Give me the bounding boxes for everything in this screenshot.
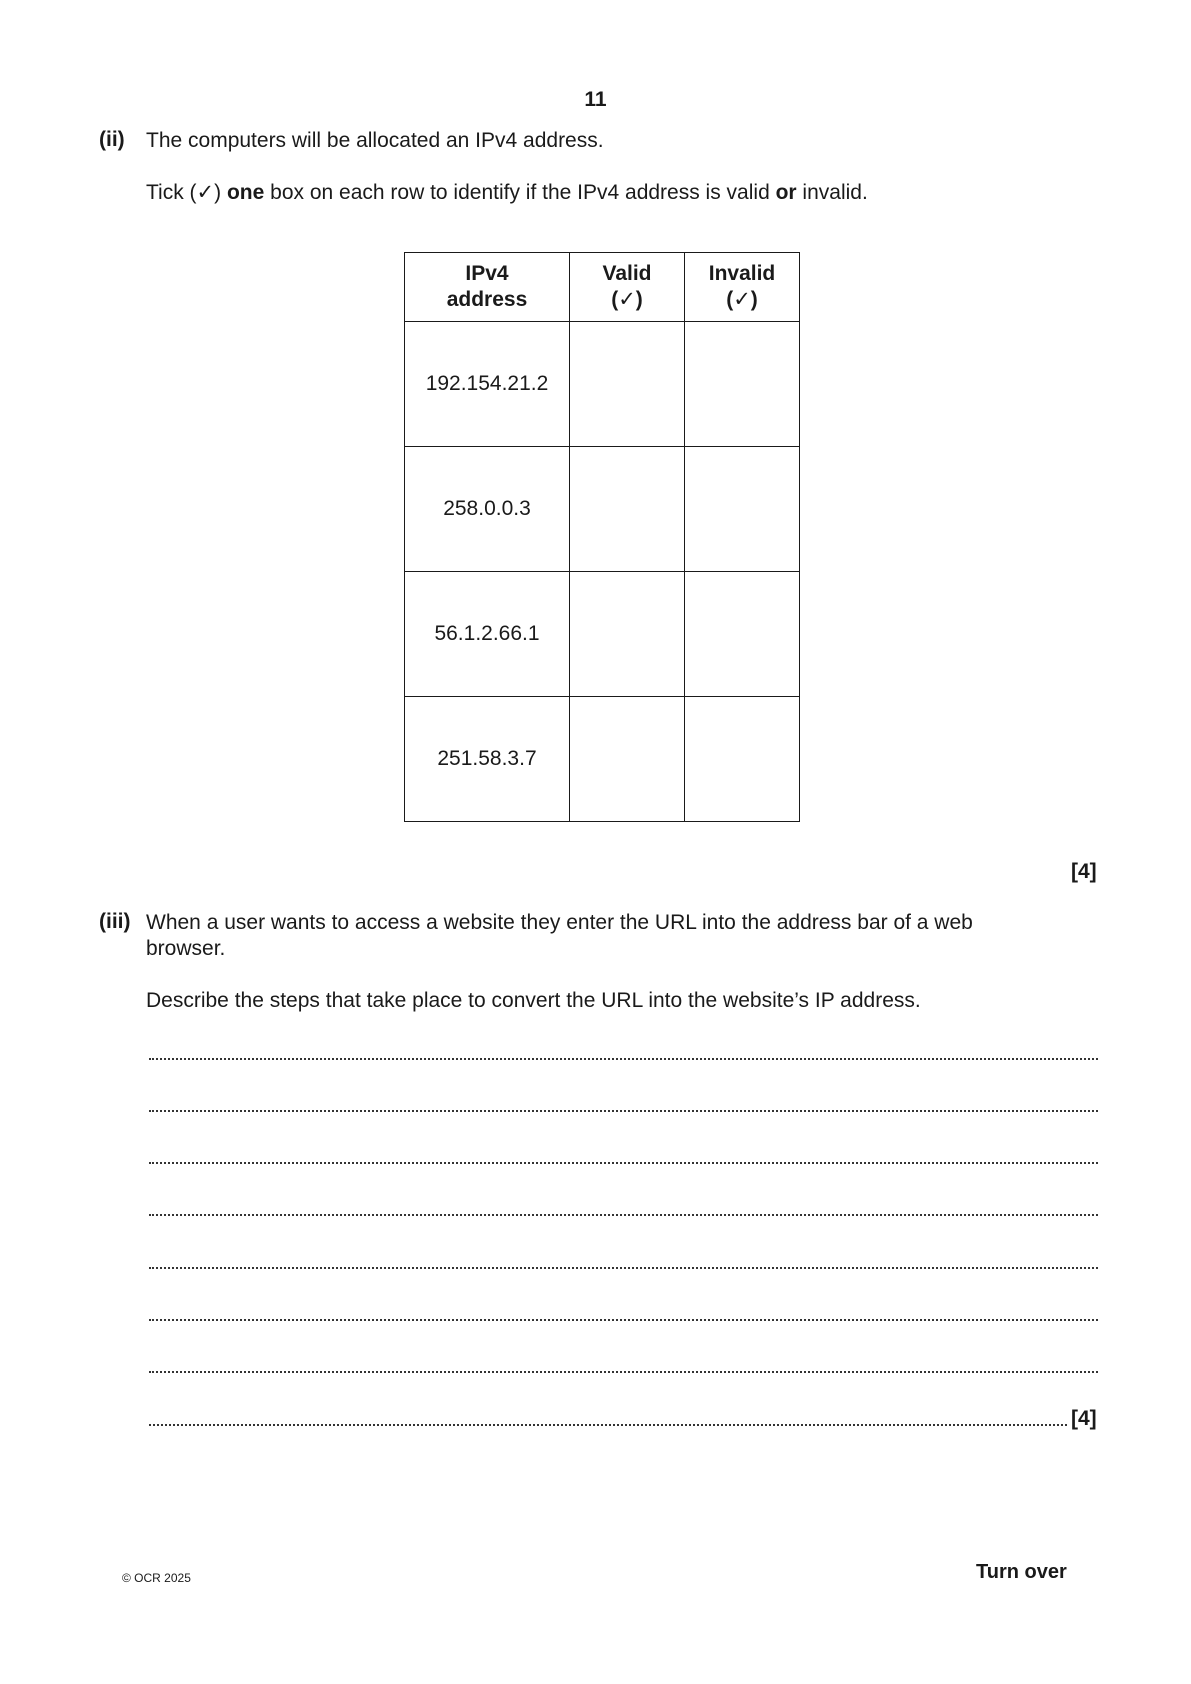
answer-line[interactable] <box>149 1424 1067 1426</box>
table-row <box>405 697 800 822</box>
instruction-bold-or: or <box>775 181 797 204</box>
invalid-tick-box[interactable] <box>685 697 800 822</box>
ip-address-cell: 56.1.2.66.1 <box>405 572 570 697</box>
instruction-part: Tick (✓) <box>146 181 227 204</box>
ipv4-table <box>404 252 800 822</box>
ip-address-cell: 251.58.3.7 <box>405 697 570 822</box>
header-invalid-line2: (✓) <box>726 288 758 311</box>
answer-line[interactable] <box>149 1267 1098 1269</box>
header-ip-line1: IPv4 <box>465 262 509 285</box>
valid-tick-box[interactable] <box>570 322 685 447</box>
table-row <box>405 572 800 697</box>
instruction-part: invalid. <box>796 181 868 204</box>
question-ii-number: (ii) <box>99 128 125 151</box>
header-invalid <box>685 253 800 322</box>
valid-tick-box[interactable] <box>570 447 685 572</box>
table-row <box>405 322 800 447</box>
invalid-tick-box[interactable] <box>685 447 800 572</box>
footer-turn-over: Turn over <box>976 1561 1067 1583</box>
header-ip-line2: address <box>446 288 528 311</box>
table-row <box>405 447 800 572</box>
ip-address-cell: 258.0.0.3 <box>405 447 570 572</box>
header-valid-line1: Valid <box>602 262 652 285</box>
valid-tick-box[interactable] <box>570 572 685 697</box>
question-ii-marks: [4] <box>1071 860 1097 883</box>
question-ii-instruction <box>146 180 868 206</box>
header-ipv4-address <box>405 253 570 322</box>
answer-line[interactable] <box>149 1162 1098 1164</box>
question-iii-marks: [4] <box>1071 1407 1097 1430</box>
answer-line[interactable] <box>149 1110 1098 1112</box>
question-ii-text: The computers will be allocated an IPv4 address. <box>146 129 604 152</box>
question-iii-instruction: Describe the steps that take place to convert the URL into the website’s IP address. <box>146 989 921 1012</box>
footer-copyright: © OCR 2025 <box>122 1571 191 1585</box>
ip-address-cell: 192.154.21.2 <box>405 322 570 447</box>
page-number: 11 <box>584 88 607 111</box>
question-iii-text-line1: When a user wants to access a website they enter the URL into the address bar of a web <box>146 911 973 934</box>
invalid-tick-box[interactable] <box>685 322 800 447</box>
instruction-bold-one: one <box>226 181 265 204</box>
question-iii-text-line2: browser. <box>146 937 226 960</box>
valid-tick-box[interactable] <box>570 697 685 822</box>
answer-line[interactable] <box>149 1371 1098 1373</box>
invalid-tick-box[interactable] <box>685 572 800 697</box>
question-iii-number: (iii) <box>99 910 131 933</box>
header-valid-line2: (✓) <box>611 288 643 311</box>
answer-line[interactable] <box>149 1058 1098 1060</box>
answer-line[interactable] <box>149 1319 1098 1321</box>
instruction-part: box on each row to identify if the IPv4 address is valid <box>264 181 776 204</box>
header-invalid-line1: Invalid <box>708 262 776 285</box>
header-valid <box>570 253 685 322</box>
answer-line[interactable] <box>149 1214 1098 1216</box>
